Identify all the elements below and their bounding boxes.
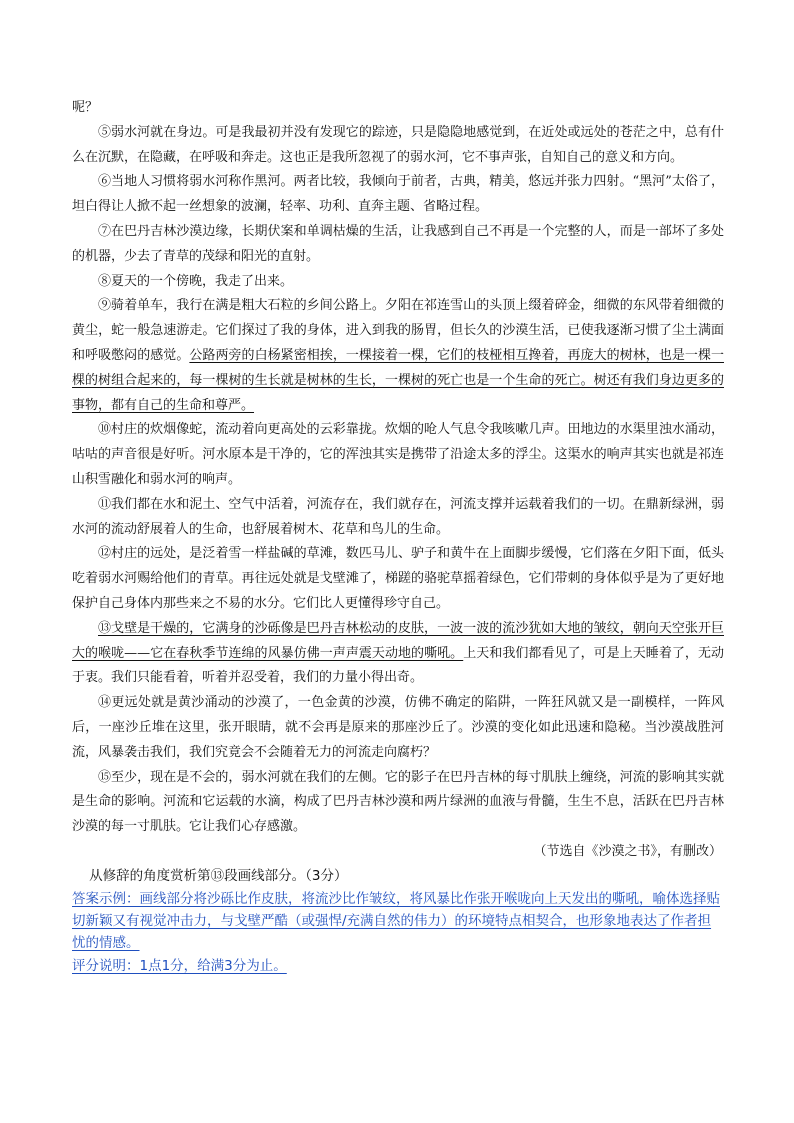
paragraph-5: ⑤弱水河就在身边。可是我最初并没有发现它的踪迹，只是隐隐地感觉到，在近处或远处的苍茫之中，总有什么在沉默，在隐藏，在呼吸和奔走。这也正是我所忽视了的弱水河，它不事声张，自知自己的意义和方向。: [72, 124, 724, 165]
source-citation: （节选自《沙漠之书》，有删改）: [533, 843, 722, 859]
paragraph-12: ⑫村庄的远处，是泛着雪一样盐碱的草滩，数匹马儿、驴子和黄牛在上面脚步缓慢，它们落在夕阳下面，低头吃着弱水河赐给他们的青草。再往远处就是戈壁滩了，梯蹉的骆驼草摇着绿色，它们带刺的身体似乎是为了更好地保护自己身体内那些来之不易的水分。它们比人更懂得珍守自己。: [72, 546, 724, 611]
lead-line: 呢？: [72, 100, 99, 115]
paragraph-9: [72, 294, 724, 418]
paragraph-8: ⑧夏天的一个傍晚，我走了出来。: [98, 273, 294, 289]
paragraph-9-plain: ⑨骑着单车，我行在满是粗大石粒的乡间公路上。夕阳在祁连雪山的头顶上缀着碎金，细微的东风带着细微的黄尘，蛇一般急速游走。它们探过了我的身体，进入到我的肠胃，但长久的沙漠生活，已使我逐渐习惯了尘土满面和呼吸憋闷的感觉。: [72, 298, 724, 363]
paragraph-13-plain: 上天和我们都看见了，可是上天睡着了，无动于衷。我们只能看着，听着并忍受着，我们的力量小得出奇。: [72, 645, 724, 686]
question-text: [72, 864, 724, 888]
scoring-text: 评分说明：1点1分，给满3分为止。: [72, 957, 287, 974]
paragraph-6: ⑥当地人习惯将弱水河称作黑河。两者比较，我倾向于前者，古典，精美，悠远并张力四射。“黑河”太俗了，坦白得让人掀不起一丝想象的波澜，轻率、功利、直奔主题、省略过程。: [72, 174, 724, 215]
paragraph-15: ⑮至少，现在是不会的，弱水河就在我们的左侧。它的影子在巴丹吉林的每寸肌肤上缠绕，河流的影响其实就是生命的影响。河流和它运载的水滴，构成了巴丹吉林沙漠和两片绿洲的血液与骨髓，生生不息，活跃在巴丹吉林沙漠的每一寸肌肤。它让我们心存感激。: [72, 769, 724, 835]
paragraph-10: ⑩村庄的炊烟像蛇，流动着向更高处的云彩靠拢。炊烟的呛人气息令我咳嗽几声。田地边的水渠里浊水涌动，咕咕的声音很是好听。河水原本是干净的，它的浑浊其实是携带了沿途太多的浮尘。这渠水的响声其实也就是祁连山积雪融化和弱水河的响声。: [72, 422, 724, 487]
answer-text: 答案示例：画线部分将沙砾比作皮肤，将流沙比作皱纹，将风暴比作张开喉咙向上天发出的嘶吼，喻体选择贴切新颖又有视觉冲击力，与戈壁严酷（或强悍/充满自然的伟力）的环境特点相契合，也形象地表达了作者担忧的情感。: [72, 890, 720, 951]
paragraph-11: ⑪我们都在水和泥土、空气中活着，河流存在，我们就存在，河流支撑并运载着我们的一切。在鼎新绿洲，弱水河的流动舒展着人的生命，也舒展着树木、花草和鸟儿的生命。: [72, 496, 724, 537]
answer-example: [72, 888, 724, 954]
scoring-note: [72, 954, 724, 978]
paragraph-9-underlined: 公路两旁的白杨紧密相挨，一棵接着一棵，它们的枝桠相互搀着，再庞大的树林，也是一棵一棵的树组合起来的，每一棵树的生长就是树林的生长，一棵树的死亡也是一个生命的死亡。树还有我们身边更多的事物，都有自己的生命和尊严。: [72, 347, 724, 413]
question-label: 从修辞的角度赏析第⑬段画线部分。（3分）: [89, 867, 348, 884]
paragraph-13-underlined: ⑬戈壁是干燥的，它满身的沙砾像是巴丹吉林松动的皮肤，一波一波的流沙犹如大地的皱纹，朝向天空张开巨大的喉咙——它在春秋季节连绵的风暴仿佛一声声震天动地的嘶吼。: [72, 620, 724, 661]
paragraph-7: ⑦在巴丹吉林沙漠边缘，长期伏案和单调枯燥的生活，让我感到自己不再是一个完整的人，而是一部坏了多处的机器，少去了青草的茂绿和阳光的直射。: [72, 223, 724, 264]
paragraph-14: ⑭更远处就是黄沙涌动的沙漠了，一色金黄的沙漠，仿佛不确定的陷阱，一阵狂风就又是一副模样，一阵风后，一座沙丘堆在这里，张开眼睛，就不会再是原来的那座沙丘了。沙漠的变化如此迅速和隐秘。当沙漠战胜河流，风暴袭击我们，我们究竟会不会随着无力的河流走向腐朽？: [72, 695, 724, 760]
document-page: [72, 96, 724, 978]
paragraph-13: [72, 617, 724, 691]
